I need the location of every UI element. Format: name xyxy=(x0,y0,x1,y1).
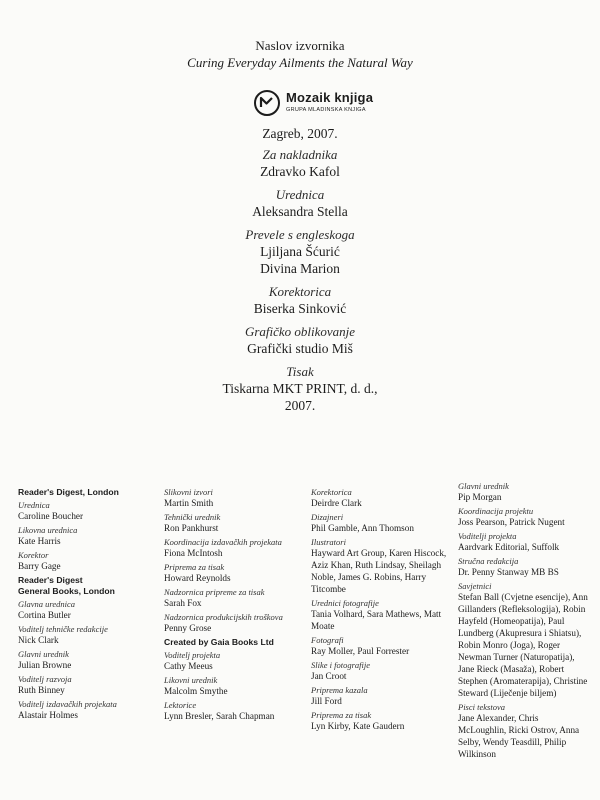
credit-role: Priprema za tisak xyxy=(311,710,372,720)
credit-name: Jill Ford xyxy=(311,696,342,706)
credit-entry xyxy=(311,537,453,595)
credits-column-4 xyxy=(458,481,588,763)
credit-role: Likovni urednik xyxy=(164,675,218,685)
credit-role: Urednica xyxy=(18,500,50,510)
credit-section: Reader's Digest xyxy=(18,575,83,585)
credit-name: Barry Gage xyxy=(18,561,61,571)
credit-name: Cortina Butler xyxy=(18,610,71,620)
credit-entry xyxy=(18,550,163,572)
imprint-name: Divina Marion xyxy=(260,261,340,276)
credit-role: Glavna urednica xyxy=(18,599,76,609)
credit-name: Kate Harris xyxy=(18,536,61,546)
credit-entry xyxy=(458,531,588,553)
credit-entry xyxy=(164,487,304,509)
credits-column-3 xyxy=(311,487,453,735)
credit-entry xyxy=(311,660,453,682)
credit-role: Voditelj tehničke redakcije xyxy=(18,624,108,634)
header xyxy=(0,37,600,71)
credit-name: Hayward Art Group, Karen Hiscock, Aziz Khan, Ruth Lindsay, Sheilagh Noble, James G. Robins, Harry Titcombe xyxy=(311,548,447,594)
credit-entry xyxy=(311,598,453,632)
credit-entry xyxy=(164,587,304,609)
credit-role: Nadzornica pripreme za tisak xyxy=(164,587,265,597)
credit-role: Glavni urednik xyxy=(18,649,69,659)
credit-entry xyxy=(18,599,163,621)
credit-name: Nick Clark xyxy=(18,635,59,645)
credit-entry xyxy=(164,650,304,672)
credit-entry xyxy=(458,581,588,699)
credit-role: Koordinacija projektu xyxy=(458,506,534,516)
imprint-name: Ljiljana Šćurić xyxy=(260,244,340,259)
credit-entry xyxy=(458,481,588,503)
credit-name: Deirdre Clark xyxy=(311,498,362,508)
credit-name: Penny Grose xyxy=(164,623,212,633)
credit-entry xyxy=(311,487,453,509)
credit-role: Fotografi xyxy=(311,635,344,645)
credit-role: Voditelj izdavačkih projekata xyxy=(18,699,117,709)
imprint-role: Grafičko oblikovanje xyxy=(244,324,356,339)
imprint-name: 2007. xyxy=(284,398,316,413)
credit-role: Likovna urednica xyxy=(18,525,78,535)
credit-role: Voditelj razvoja xyxy=(18,674,72,684)
credit-name: Jane Alexander, Chris McLoughlin, Ricki Ostrov, Anna Selby, Wendy Teasdill, Philip Wilkinson xyxy=(458,713,580,759)
imprint-role: Korektorica xyxy=(268,284,332,299)
credit-entry xyxy=(164,512,304,534)
credit-role: Koordinacija izdavačkih projekata xyxy=(164,537,282,547)
credit-entry xyxy=(18,649,163,671)
credit-role: Priprema kazala xyxy=(311,685,368,695)
credit-entry xyxy=(311,710,453,732)
credit-role: Slikovni izvori xyxy=(164,487,213,497)
credit-entry xyxy=(18,699,163,721)
credit-entry xyxy=(458,702,588,760)
imprint-name: Aleksandra Stella xyxy=(252,204,348,219)
credit-name: Ron Pankhurst xyxy=(164,523,219,533)
credit-section: General Books, London xyxy=(18,586,115,596)
credit-entry xyxy=(311,685,453,707)
credit-entry xyxy=(18,500,163,522)
credit-name: Stefan Ball (Cvjetne esencije), Ann Gillanders (Refleksologija), Robin Hayfeld (Homeopatija), Paul Lundberg (Akupresura i Shiatsu), Robin Monro (Joga), Roger Newman Turner (Naturopatija), Jane Rieck (Masaža), Robert Stephen (Aromaterapija), Christine Steward (Liječenje biljem) xyxy=(458,592,588,698)
credit-role: Lektorice xyxy=(164,700,197,710)
credit-name: Joss Pearson, Patrick Nugent xyxy=(458,517,565,527)
credit-role: Glavni urednik xyxy=(458,481,509,491)
credit-section: Reader's Digest, London xyxy=(18,487,119,497)
credit-name: Sarah Fox xyxy=(164,598,202,608)
imprint-role: Urednica xyxy=(275,187,325,202)
credit-role: Stručna redakcija xyxy=(458,556,519,566)
credit-section: Created by Gaia Books Ltd xyxy=(164,637,274,647)
credit-entry xyxy=(311,512,453,534)
credit-role: Pisci tekstova xyxy=(458,702,505,712)
publisher-tagline: GRUPA MLADINSKA KNJIGA xyxy=(286,107,366,113)
credit-name: Dr. Penny Stanway MB BS xyxy=(458,567,559,577)
credit-role: Urednici fotografije xyxy=(311,598,379,608)
credit-role: Dizajneri xyxy=(311,512,344,522)
credit-name: Tania Volhard, Sara Mathews, Matt Moate xyxy=(311,609,442,631)
place-year: Zagreb, 2007. xyxy=(262,126,338,141)
credit-name: Pip Morgan xyxy=(458,492,502,502)
imprint-role: Prevele s engleskoga xyxy=(245,227,355,242)
publisher-name: Mozaik knjiga xyxy=(286,90,374,105)
credit-role: Korektorica xyxy=(311,487,352,497)
credit-name: Lynn Bresler, Sarah Chapman xyxy=(164,711,275,721)
imprint-role: Za nakladnika xyxy=(262,147,338,162)
credit-entry xyxy=(164,675,304,697)
credit-entry xyxy=(164,562,304,584)
credit-role: Korektor xyxy=(18,550,49,560)
credit-name: Lyn Kirby, Kate Gaudern xyxy=(311,721,405,731)
credit-name: Martin Smith xyxy=(164,498,214,508)
credit-entry xyxy=(458,556,588,578)
credit-name: Fiona McIntosh xyxy=(164,548,223,558)
credit-name: Aardvark Editorial, Suffolk xyxy=(458,542,560,552)
credit-name: Cathy Meeus xyxy=(164,661,213,671)
imprint-block xyxy=(0,125,600,414)
credit-role: Savjetnici xyxy=(458,581,492,591)
imprint-name: Biserka Sinković xyxy=(253,301,347,316)
credit-name: Julian Browne xyxy=(18,660,72,670)
credit-role: Slike i fotografije xyxy=(311,660,371,670)
credit-entry xyxy=(164,700,304,722)
credit-role: Ilustratori xyxy=(311,537,346,547)
credits-column-1 xyxy=(18,487,163,724)
credit-role: Voditelji projekta xyxy=(458,531,517,541)
credit-name: Phil Gamble, Ann Thomson xyxy=(311,523,414,533)
credit-entry xyxy=(18,624,163,646)
credit-role: Nadzornica produkcijskih troškova xyxy=(164,612,283,622)
imprint-name: Zdravko Kafol xyxy=(260,164,340,179)
credit-entry xyxy=(18,674,163,696)
mozaik-logo-icon xyxy=(254,90,280,116)
credit-name: Ray Moller, Paul Forrester xyxy=(311,646,410,656)
credit-entry xyxy=(164,612,304,634)
credit-name: Alastair Holmes xyxy=(18,710,78,720)
credit-name: Ruth Binney xyxy=(18,685,65,695)
credit-name: Jan Croot xyxy=(311,671,347,681)
original-title-label: Naslov izvornika xyxy=(255,38,345,53)
credit-name: Howard Reynolds xyxy=(164,573,231,583)
credit-role: Voditelj projekta xyxy=(164,650,221,660)
credit-entry xyxy=(311,635,453,657)
publisher-logo xyxy=(254,90,394,120)
credits-column-2 xyxy=(164,487,304,725)
imprint-name: Grafički studio Miš xyxy=(247,341,353,356)
credit-name: Malcolm Smythe xyxy=(164,686,228,696)
imprint-role: Tisak xyxy=(286,364,314,379)
credit-name: Caroline Boucher xyxy=(18,511,84,521)
credit-role: Tehnički urednik xyxy=(164,512,221,522)
credit-entry xyxy=(458,506,588,528)
imprint-name: Tiskarna MKT PRINT, d. d., xyxy=(222,381,378,396)
credit-entry xyxy=(164,537,304,559)
original-title: Curing Everyday Ailments the Natural Way xyxy=(187,55,413,70)
credit-role: Priprema za tisak xyxy=(164,562,225,572)
credit-entry xyxy=(18,525,163,547)
